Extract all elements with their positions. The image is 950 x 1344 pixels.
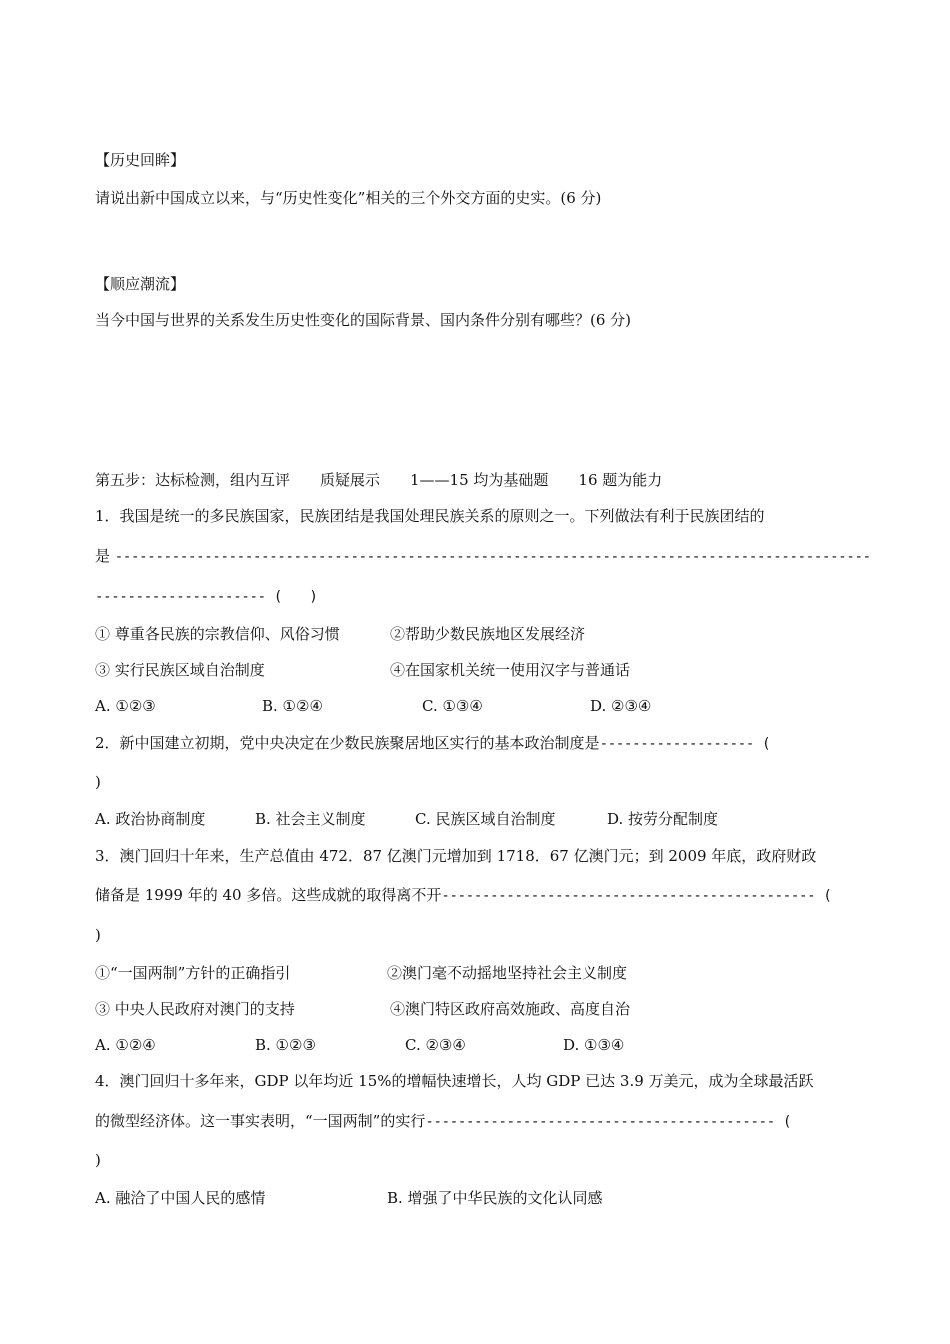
history-review-question: 请说出新中国成立以来，与“历史性变化”相关的三个外交方面的史实。(6 分) — [95, 189, 602, 207]
q2-stem-line1 — [95, 733, 770, 754]
q1-option-b[interactable]: B. ①②④ — [262, 697, 323, 715]
q3-item3: ③ 中央人民政府对澳门的支持 — [95, 1000, 295, 1018]
q1-stem-line1: 1．我国是统一的多民族国家，民族团结是我国处理民族关系的原则之一。下列做法有利于民族团结的 — [95, 507, 765, 525]
q4-stem-line2 — [95, 1111, 791, 1132]
q3-option-b[interactable]: B. ①②③ — [255, 1036, 316, 1054]
q3-stem-line1: 3．澳门回归十年来，生产总值由 472．87 亿澳门元增加到 1718．67 亿澳门元；到 2009 年底，政府财政 — [95, 847, 817, 865]
q1-item1: ① 尊重各民族的宗教信仰、风俗习惯 — [95, 625, 340, 643]
q3-stem-line3: ) — [95, 926, 101, 944]
q1-stem-lead: 是 — [95, 547, 111, 565]
q1-stem-line2 — [95, 546, 871, 567]
q4-option-a[interactable]: A. 融洽了中国人民的感情 — [95, 1189, 266, 1207]
q3-stem-text: 储备是 1999 年的 40 多倍。这些成就的取得离不开 — [95, 886, 442, 904]
q4-dash-line: ------------------------------------------- ( — [425, 1114, 792, 1130]
q1-item2: ②帮助少数民族地区发展经济 — [390, 625, 586, 643]
q3-option-a[interactable]: A. ①②④ — [95, 1036, 156, 1054]
q2-option-d[interactable]: D. 按劳分配制度 — [607, 810, 719, 828]
q1-item4: ④在国家机关统一使用汉字与普通话 — [390, 661, 631, 679]
q3-dash-line: ---------------------------------------------- ( — [441, 888, 832, 904]
q3-option-c[interactable]: C. ②③④ — [405, 1036, 466, 1054]
q2-stem-line2: ) — [95, 773, 101, 791]
q1-stem-line3: --------------------- ( ) — [95, 589, 318, 605]
q3-item2: ②澳门毫不动摇地坚持社会主义制度 — [387, 964, 628, 982]
follow-trend-heading: 【顺应潮流】 — [95, 275, 186, 293]
q1-option-a[interactable]: A. ①②③ — [95, 697, 156, 715]
q2-stem-text: 2．新中国建立初期，党中央决定在少数民族聚居地区实行的基本政治制度是 — [95, 734, 600, 752]
q3-option-d[interactable]: D. ①③④ — [563, 1036, 625, 1054]
q2-option-c[interactable]: C. 民族区域自治制度 — [415, 810, 556, 828]
q1-option-d[interactable]: D. ②③④ — [590, 697, 652, 715]
q2-dash-line: ------------------- ( — [599, 736, 771, 752]
q2-option-a[interactable]: A. 政治协商制度 — [95, 810, 206, 828]
q3-item4: ④澳门特区政府高效施政、高度自治 — [390, 1000, 631, 1018]
q4-stem-line1: 4．澳门回归十多年来，GDP 以年均近 15%的增幅快速增长，人均 GDP 已达 3.9 万美元，成为全球最活跃 — [95, 1072, 814, 1090]
q4-stem-text: 的微型经济体。这一事实表明，“一国两制”的实行 — [95, 1112, 426, 1130]
step5-title: 第五步：达标检测，组内互评 质疑展示 1——15 均为基础题 16 题为能力 — [95, 471, 663, 489]
q3-item1: ①“一国两制”方针的正确指引 — [95, 964, 291, 982]
q2-option-b[interactable]: B. 社会主义制度 — [255, 810, 366, 828]
follow-trend-question: 当今中国与世界的关系发生历史性变化的国际背景、国内条件分别有哪些？(6 分) — [95, 311, 632, 329]
history-review-heading: 【历史回眸】 — [95, 151, 186, 169]
q1-dash-line: --------------------------------------------------------------------------------------------- — [114, 549, 871, 565]
q1-option-c[interactable]: C. ①③④ — [422, 697, 483, 715]
q1-item3: ③ 实行民族区域自治制度 — [95, 661, 265, 679]
q4-stem-line3: ) — [95, 1151, 101, 1169]
q3-stem-line2 — [95, 885, 832, 906]
q4-option-b[interactable]: B. 增强了中华民族的文化认同感 — [387, 1189, 603, 1207]
